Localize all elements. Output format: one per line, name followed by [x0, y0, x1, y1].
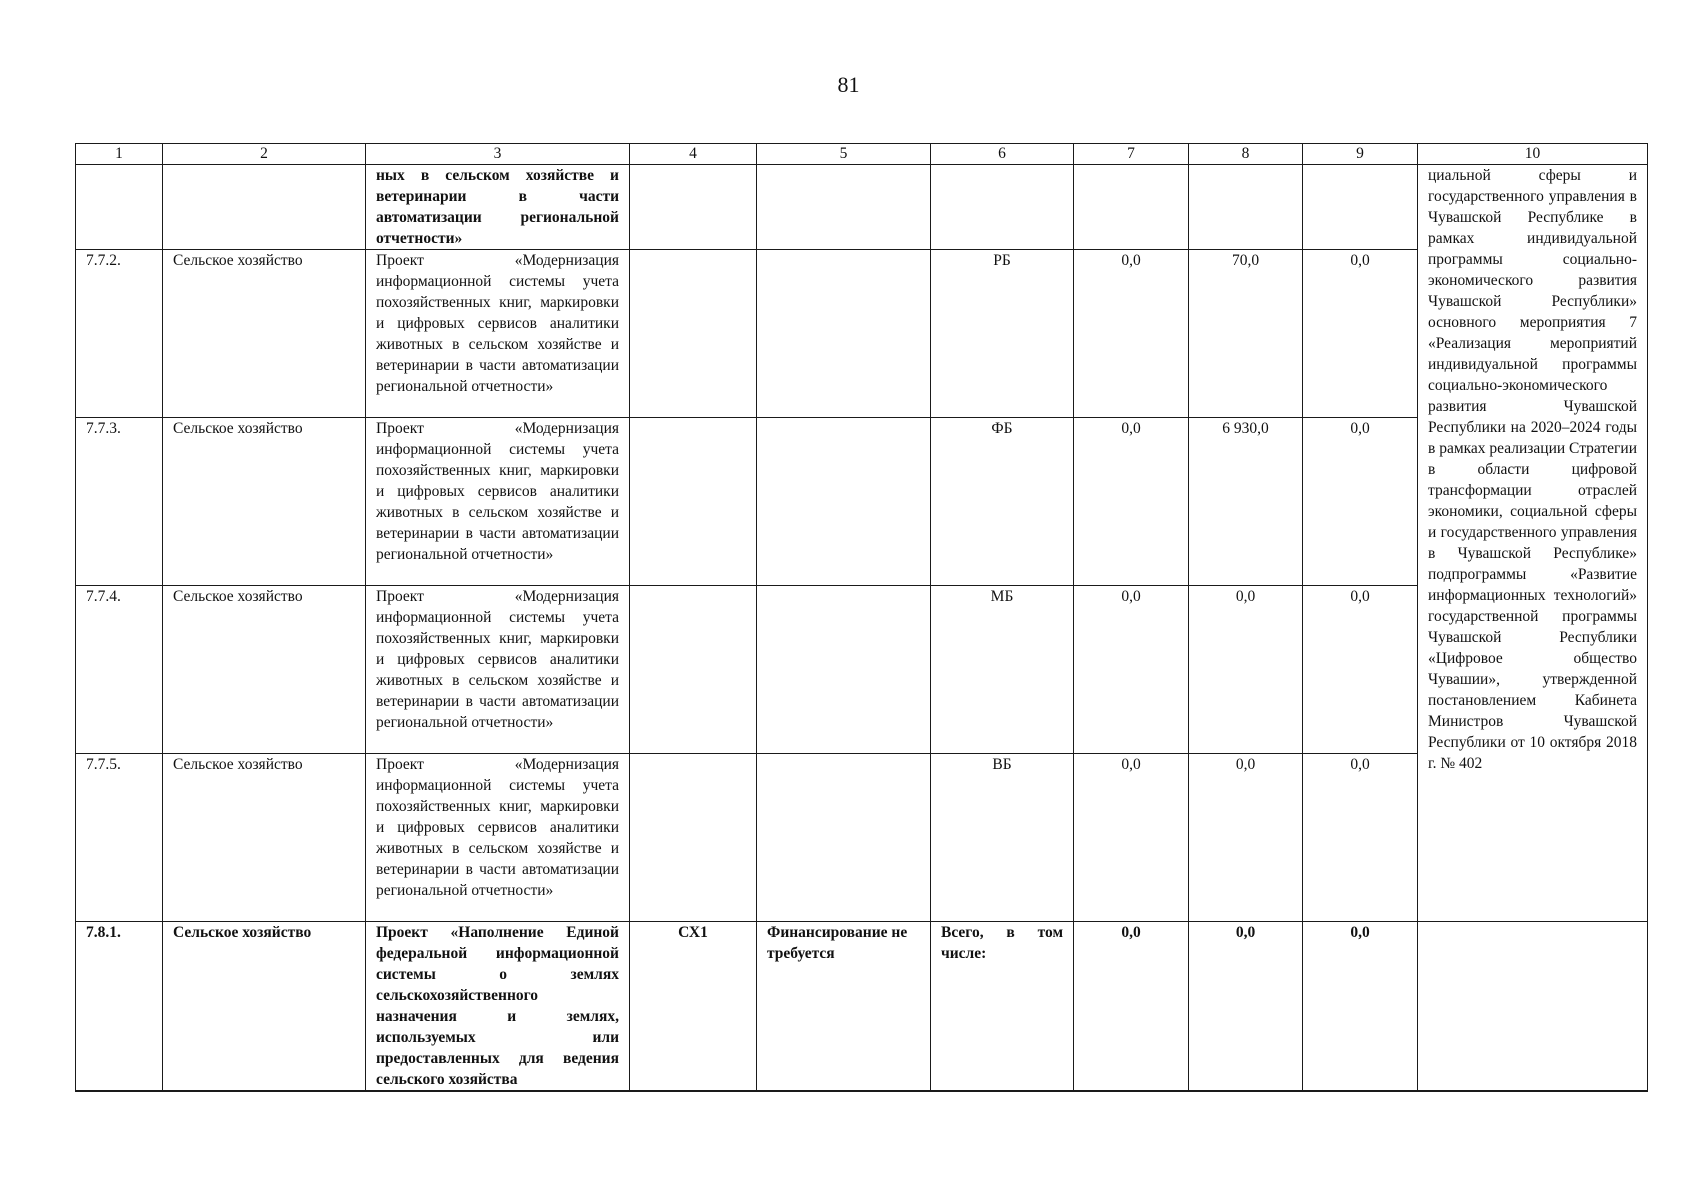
cell-c4	[630, 165, 757, 250]
cell-number: 7.7.4.	[76, 586, 163, 754]
cell-value-9: 0,0	[1303, 418, 1418, 586]
col-header-4: 4	[630, 144, 757, 165]
cell-code: СХ1	[630, 922, 757, 1092]
cell-value-9: 0,0	[1303, 586, 1418, 754]
table-row	[76, 754, 1648, 922]
cell-code	[630, 586, 757, 754]
cell-merged-description: циальной сферы и государственного управления в Чувашской Республике в рамках индивидуальной программы социально-экономического развития Чувашской Республики» основного мероприятия 7 «Реализация мероприятий индивидуальной программы социально-экономического развития Чувашской Республики на 2020–2024 годы в рамках реализации Стратегии в области цифровой трансформации отраслей экономики, социальной сферы и государственного управления в Чувашской Республике» подпрограммы «Развитие информационных технологий» государственной программы Чувашской Республики «Цифровое общество Чувашии», утвержденной постановлением Кабинета Министров Чувашской Республики от 10 октября 2018 г. № 402	[1418, 165, 1648, 922]
cell-financing	[757, 586, 931, 754]
col-header-10: 10	[1418, 144, 1648, 165]
cell-value-7: 0,0	[1074, 250, 1189, 418]
table-row	[76, 250, 1648, 418]
cell-source: Всего, в том числе:	[931, 922, 1074, 1092]
page-number: 81	[837, 72, 860, 97]
cell-value-7: 0,0	[1074, 418, 1189, 586]
cell-project: Проект «Модернизация информационной системы учета похозяйственных книг, маркировки и цифровых сервисов аналитики животных в сельском хозяйстве и ветеринарии в части автоматизации региональной отчетности»	[366, 754, 630, 922]
cell-code	[630, 418, 757, 586]
cell-project: Проект «Наполнение Единой федеральной информационной системы о землях сельскохозяйственного назначения и землях, используемых или предоставленных для ведения сельского хозяйства	[366, 922, 630, 1092]
cell-project: ных в сельском хозяйстве и ветеринарии в части автоматизации региональной отчетности»	[366, 165, 630, 250]
cell-sector: Сельское хозяйство	[163, 418, 366, 586]
cell-value-8: 0,0	[1189, 586, 1303, 754]
col-header-6: 6	[931, 144, 1074, 165]
col-header-7: 7	[1074, 144, 1189, 165]
cell-value-8: 0,0	[1189, 754, 1303, 922]
cell-c2	[163, 165, 366, 250]
cell-project: Проект «Модернизация информационной системы учета похозяйственных книг, маркировки и цифровых сервисов аналитики животных в сельском хозяйстве и ветеринарии в части автоматизации региональной отчетности»	[366, 418, 630, 586]
cell-c7	[1074, 165, 1189, 250]
cell-source: МБ	[931, 586, 1074, 754]
cell-value-9: 0,0	[1303, 250, 1418, 418]
col-header-3: 3	[366, 144, 630, 165]
cell-c5	[757, 165, 931, 250]
table-row	[76, 586, 1648, 754]
cell-value-7: 0,0	[1074, 586, 1189, 754]
cell-financing: Финансирование не требуется	[757, 922, 931, 1092]
cell-number: 7.7.5.	[76, 754, 163, 922]
cell-value-9: 0,0	[1303, 922, 1418, 1092]
cell-c9	[1303, 165, 1418, 250]
cell-c8	[1189, 165, 1303, 250]
cell-code	[630, 754, 757, 922]
cell-financing	[757, 418, 931, 586]
cell-source: ВБ	[931, 754, 1074, 922]
col-header-1: 1	[76, 144, 163, 165]
table-row	[76, 418, 1648, 586]
cell-c1	[76, 165, 163, 250]
cell-source: ФБ	[931, 418, 1074, 586]
cell-value-7: 0,0	[1074, 754, 1189, 922]
col-header-9: 9	[1303, 144, 1418, 165]
cell-source: РБ	[931, 250, 1074, 418]
cell-value-8: 6 930,0	[1189, 418, 1303, 586]
col-header-5: 5	[757, 144, 931, 165]
cell-c6	[931, 165, 1074, 250]
cell-sector: Сельское хозяйство	[163, 754, 366, 922]
col-header-2: 2	[163, 144, 366, 165]
cell-number: 7.7.2.	[76, 250, 163, 418]
cell-value-7: 0,0	[1074, 922, 1189, 1092]
budget-table	[75, 143, 1648, 1092]
cell-sector: Сельское хозяйство	[163, 250, 366, 418]
cell-financing	[757, 754, 931, 922]
table-row-continuation	[76, 165, 1648, 250]
cell-value-8: 70,0	[1189, 250, 1303, 418]
cell-number: 7.8.1.	[76, 922, 163, 1092]
cell-financing	[757, 250, 931, 418]
cell-value-9: 0,0	[1303, 754, 1418, 922]
cell-project: Проект «Модернизация информационной системы учета похозяйственных книг, маркировки и цифровых сервисов аналитики животных в сельском хозяйстве и ветеринарии в части автоматизации региональной отчетности»	[366, 250, 630, 418]
cell-sector: Сельское хозяйство	[163, 586, 366, 754]
table-row-total	[76, 922, 1648, 1092]
cell-project: Проект «Модернизация информационной системы учета похозяйственных книг, маркировки и цифровых сервисов аналитики животных в сельском хозяйстве и ветеринарии в части автоматизации региональной отчетности»	[366, 586, 630, 754]
column-number-row	[76, 144, 1648, 165]
col-header-8: 8	[1189, 144, 1303, 165]
cell-sector: Сельское хозяйство	[163, 922, 366, 1092]
cell-number: 7.7.3.	[76, 418, 163, 586]
cell-value-8: 0,0	[1189, 922, 1303, 1092]
cell-code	[630, 250, 757, 418]
cell-description	[1418, 922, 1648, 1092]
